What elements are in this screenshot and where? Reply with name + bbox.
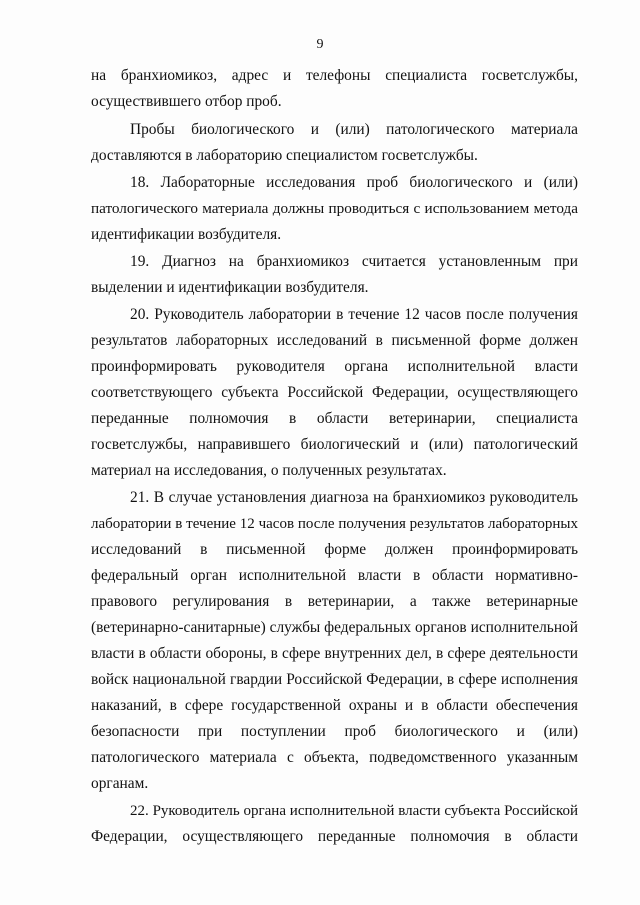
text-line: лаборатории в течение 12 часов после получения результатов лабораторных — [91, 516, 578, 532]
paragraph — [91, 63, 578, 115]
document-body — [91, 63, 578, 850]
text-line: госветслужбы, направившего биологический и (или) патологический — [91, 436, 578, 453]
text-line: Федерации, осуществляющего переданные полномочия в области — [91, 828, 578, 845]
text-line: федеральный орган исполнительной власти в области нормативно- — [91, 567, 578, 584]
text-line: Пробы биологического и (или) патологического материала — [130, 121, 578, 138]
paragraph — [91, 798, 578, 850]
text-line: правового регулирования в ветеринарии, а также ветеринарные — [91, 593, 578, 610]
text-line: проинформировать руководителя органа исполнительной власти — [91, 358, 578, 375]
paragraph — [91, 170, 578, 248]
text-line: идентификации возбудителя. — [91, 226, 282, 243]
text-line: исследований в письменной форме должен проинформировать — [91, 541, 578, 558]
text-line: соответствующего субъекта Российской Федерации, осуществляющего — [91, 384, 578, 401]
text-line: выделении и идентификации возбудителя. — [91, 279, 369, 296]
text-line: войск национальной гвардии Российской Федерации, в сфере исполнения — [91, 671, 578, 688]
text-line: патологического материала должны проводиться с использованием метода — [91, 200, 578, 217]
text-line: осуществившего отбор проб. — [91, 93, 282, 110]
text-line: власти в области обороны, в сфере внутренних дел, в сфере деятельности — [91, 645, 578, 662]
paragraph — [91, 117, 578, 169]
text-line: органам. — [91, 775, 149, 792]
text-line: безопасности при поступлении проб биологического и (или) — [91, 723, 578, 740]
paragraph — [91, 485, 578, 797]
text-line: 18. Лабораторные исследования проб биологического и (или) — [130, 174, 578, 191]
text-line: 21. В случае установления диагноза на бранхиомикоз руководитель — [130, 489, 578, 506]
text-line: результатов лабораторных исследований в письменной форме должен — [91, 332, 578, 349]
text-line: патологического материала с объекта, подведомственного указанным — [91, 749, 578, 766]
text-line: материал на исследования, о полученных результатах. — [91, 462, 447, 479]
paragraph — [91, 249, 578, 301]
text-line: доставляются в лабораторию специалистом госветслужбы. — [91, 147, 478, 164]
text-line: наказаний, в сфере государственной охраны и в области обеспечения — [91, 697, 578, 714]
text-line: (ветеринарно-санитарные) службы федеральных органов исполнительной — [91, 619, 578, 636]
page-number: 9 — [316, 37, 324, 52]
text-line: 20. Руководитель лаборатории в течение 12 часов после получения — [130, 306, 578, 323]
text-line: переданные полномочия в области ветеринарии, специалиста — [91, 410, 578, 427]
text-line: 22. Руководитель органа исполнительной власти субъекта Российской — [130, 803, 578, 819]
text-line: 19. Диагноз на бранхиомикоз считается установленным при — [130, 253, 578, 270]
text-line: на бранхиомикоз, адрес и телефоны специалиста госветслужбы, — [91, 67, 578, 84]
paragraph — [91, 302, 578, 484]
